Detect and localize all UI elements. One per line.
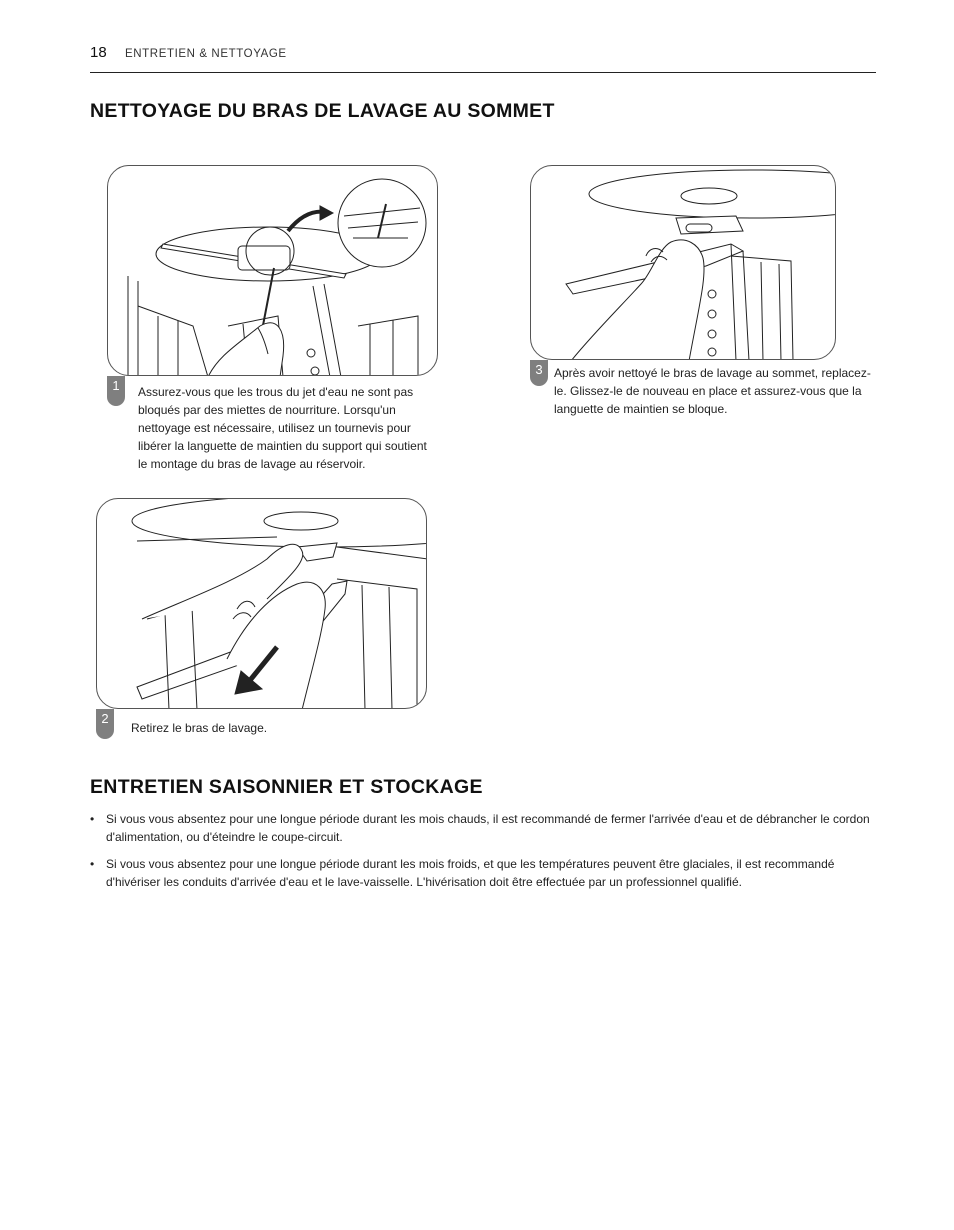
- figure-step-3: [530, 165, 836, 360]
- bullet-icon: •: [90, 857, 95, 871]
- seasonal-care-list: [90, 810, 880, 900]
- section-title-seasonal-care: ENTRETIEN SAISONNIER ET STOCKAGE: [90, 776, 483, 798]
- step-3-caption: Après avoir nettoyé le bras de lavage au sommet, replacez-le. Glissez-le de nouveau en place et assurez-vous que la languette de maintien se bloque.: [554, 366, 871, 416]
- bullet-icon: •: [90, 812, 95, 826]
- section-title-wash-arm: NETTOYAGE DU BRAS DE LAVAGE AU SOMMET: [90, 100, 555, 122]
- step-number-3: 3: [530, 360, 548, 386]
- step-2-caption: Retirez le bras de lavage.: [131, 721, 268, 735]
- list-item-text: Si vous vous absentez pour une longue période durant les mois chauds, il est recommandé de fermer l'arrivée d'eau et de débrancher le cordon d'alimentation, ou d'éteindre le coupe-circuit.: [106, 812, 870, 844]
- step-number-1: 1: [107, 376, 125, 406]
- step-number-2: 2: [96, 709, 114, 739]
- header-rule: [90, 72, 876, 73]
- list-item-text: Si vous vous absentez pour une longue période durant les mois froids, et que les températures peuvent être glaciales, il est recommandé d'hivériser les conduits d'arrivée d'eau et le lave-vaisselle. L'hivérisation doit être effectuée par un professionnel qualifié.: [106, 857, 835, 889]
- page-number: 18: [90, 44, 107, 61]
- figure-step-1: [107, 165, 438, 376]
- list-item: [90, 855, 880, 891]
- step-1-caption: Assurez-vous que les trous du jet d'eau ne sont pas bloqués par des miettes de nourriture. Lorsqu'un nettoyage est nécessaire, utilisez un tournevis pour libérer la languette de maintien du support qui soutient le montage du bras de lavage au réservoir.: [138, 385, 427, 471]
- figure-step-2: [96, 498, 427, 709]
- list-item: [90, 810, 880, 846]
- running-head: ENTRETIEN & NETTOYAGE: [125, 48, 287, 60]
